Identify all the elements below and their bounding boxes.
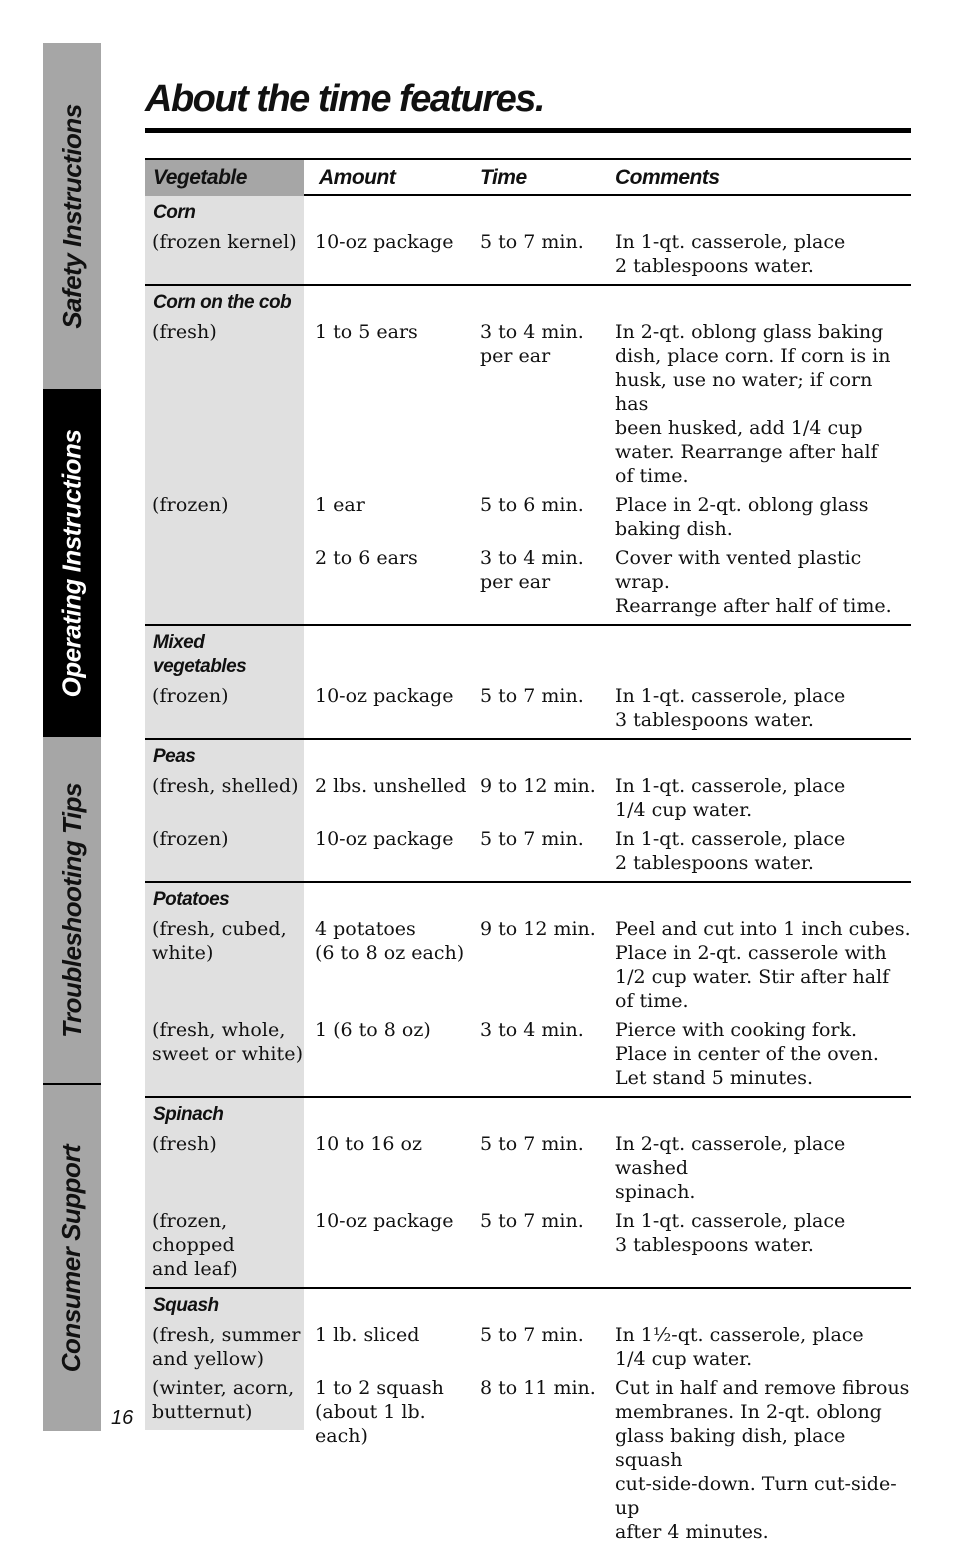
table-row bbox=[145, 774, 911, 822]
vegetable-group bbox=[145, 286, 911, 626]
vegetable-name: Spinach bbox=[153, 1104, 224, 1125]
table-row bbox=[145, 684, 911, 732]
vegetable-form: (fresh, shelled) bbox=[152, 775, 299, 797]
comments-cell: Peel and cut into 1 inch cubes. Place in 2-qt. casserole with 1/2 cup water. Stir after half of time. bbox=[615, 918, 911, 1012]
vegetable-form: (fresh, whole, sweet or white) bbox=[152, 1019, 304, 1065]
vegetable-form: (fresh) bbox=[152, 1133, 217, 1155]
time-cell: 9 to 12 min. bbox=[480, 775, 596, 797]
tab-troubleshooting-tips[interactable] bbox=[43, 737, 101, 1083]
vegetable-name: Squash bbox=[153, 1295, 219, 1316]
tab-consumer-support[interactable] bbox=[43, 1085, 101, 1431]
time-cell: 5 to 7 min. bbox=[480, 1324, 584, 1346]
vegetable-form: (frozen) bbox=[152, 494, 229, 516]
vegetable-group bbox=[145, 883, 911, 1098]
header-time: Time bbox=[480, 166, 527, 189]
page-number: 16 bbox=[111, 1407, 134, 1429]
vegetable-form: (fresh, summer and yellow) bbox=[152, 1324, 301, 1370]
amount-cell: 1 to 2 squash (about 1 lb. each) bbox=[315, 1377, 444, 1447]
table-row bbox=[145, 320, 911, 488]
vegetable-form bbox=[145, 546, 304, 618]
vegetable-group bbox=[145, 1098, 911, 1289]
tab-label: Operating Instructions bbox=[56, 429, 87, 697]
table-row bbox=[145, 493, 911, 541]
comments-cell: Cover with vented plastic wrap. Rearrange after half of time. bbox=[615, 547, 892, 617]
time-cell: 5 to 7 min. bbox=[480, 1133, 584, 1155]
time-cell: 5 to 7 min. bbox=[480, 685, 584, 707]
tab-label: Consumer Support bbox=[56, 1144, 87, 1372]
header-comments: Comments bbox=[615, 166, 720, 189]
vegetable-form: (fresh) bbox=[152, 321, 217, 343]
vegetable-group bbox=[145, 196, 911, 286]
vegetable-form: (winter, acorn, butternut) bbox=[152, 1377, 295, 1423]
amount-cell: 10-oz package bbox=[315, 231, 454, 253]
vegetable-name: Corn bbox=[153, 202, 196, 223]
comments-cell: Cut in half and remove fibrous membranes. In 2-qt. oblong glass baking dish, place squash cut-side-down. Turn cut-side-up after 4 minutes. bbox=[615, 1377, 910, 1543]
tab-label: Troubleshooting Tips bbox=[56, 782, 87, 1038]
table-row bbox=[145, 1132, 911, 1204]
title-rule bbox=[145, 128, 911, 133]
time-cell: 5 to 7 min. bbox=[480, 1210, 584, 1232]
time-cell: 5 to 7 min. bbox=[480, 828, 584, 850]
comments-cell: In 1-qt. casserole, place 2 tablespoons water. bbox=[615, 231, 846, 277]
amount-cell: 2 lbs. unshelled bbox=[315, 775, 467, 797]
amount-cell: 1 lb. sliced bbox=[315, 1324, 420, 1346]
cooking-time-table bbox=[145, 158, 911, 1550]
comments-cell: Place in 2-qt. oblong glass baking dish. bbox=[615, 494, 869, 540]
table-row bbox=[145, 546, 911, 618]
vegetable-group bbox=[145, 1289, 911, 1550]
vegetable-name: Potatoes bbox=[153, 889, 230, 910]
table-row bbox=[145, 1376, 911, 1544]
section-tabs bbox=[43, 43, 101, 1431]
comments-cell: Pierce with cooking fork. Place in center of the oven. Let stand 5 minutes. bbox=[615, 1019, 879, 1089]
comments-cell: In 1-qt. casserole, place 2 tablespoons water. bbox=[615, 828, 846, 874]
vegetable-group bbox=[145, 740, 911, 883]
amount-cell: 10-oz package bbox=[315, 1210, 454, 1232]
vegetable-form: (frozen kernel) bbox=[152, 231, 297, 253]
vegetable-name: Peas bbox=[153, 746, 196, 767]
time-cell: 3 to 4 min. bbox=[480, 1019, 584, 1041]
comments-cell: In 1-qt. casserole, place 3 tablespoons water. bbox=[615, 685, 846, 731]
header-amount: Amount bbox=[319, 166, 396, 189]
amount-cell: 10-oz package bbox=[315, 828, 454, 850]
comments-cell: In 2-qt. oblong glass baking dish, place corn. If corn is in husk, use no water; if corn has been husked, add 1/4 cup water. Rearrange after half of time. bbox=[615, 321, 891, 487]
tab-operating-instructions[interactable] bbox=[43, 389, 101, 737]
table-row bbox=[145, 917, 911, 1013]
tab-safety-instructions[interactable] bbox=[43, 43, 101, 389]
comments-cell: In 1-qt. casserole, place 1/4 cup water. bbox=[615, 775, 846, 821]
time-cell: 5 to 6 min. bbox=[480, 494, 584, 516]
amount-cell: 1 ear bbox=[315, 494, 365, 516]
page-title: About the time features. bbox=[145, 78, 544, 120]
vegetable-name: Mixed vegetables bbox=[153, 632, 247, 677]
table-row bbox=[145, 230, 911, 278]
time-cell: 5 to 7 min. bbox=[480, 231, 584, 253]
amount-cell: 2 to 6 ears bbox=[315, 547, 418, 569]
vegetable-form: (frozen) bbox=[152, 685, 229, 707]
table-row bbox=[145, 1323, 911, 1371]
time-cell: 3 to 4 min. per ear bbox=[480, 547, 584, 593]
comments-cell: In 1½-qt. casserole, place 1/4 cup water. bbox=[615, 1324, 864, 1370]
vegetable-group bbox=[145, 626, 911, 740]
comments-cell: In 2-qt. casserole, place washed spinach. bbox=[615, 1133, 846, 1203]
table-header bbox=[145, 158, 911, 196]
time-cell: 8 to 11 min. bbox=[480, 1377, 596, 1399]
amount-cell: 1 to 5 ears bbox=[315, 321, 418, 343]
table-body bbox=[145, 196, 911, 1550]
vegetable-form: (frozen, chopped and leaf) bbox=[152, 1210, 238, 1280]
amount-cell: 10-oz package bbox=[315, 685, 454, 707]
tab-label: Safety Instructions bbox=[56, 103, 87, 329]
table-row bbox=[145, 827, 911, 875]
comments-cell: In 1-qt. casserole, place 3 tablespoons water. bbox=[615, 1210, 846, 1256]
time-cell: 3 to 4 min. per ear bbox=[480, 321, 584, 367]
table-row bbox=[145, 1018, 911, 1090]
amount-cell: 10 to 16 oz bbox=[315, 1133, 422, 1155]
vegetable-name: Corn on the cob bbox=[153, 292, 292, 313]
header-vegetable: Vegetable bbox=[145, 160, 304, 196]
amount-cell: 1 (6 to 8 oz) bbox=[315, 1019, 431, 1041]
table-row bbox=[145, 1209, 911, 1281]
vegetable-form: (fresh, cubed, white) bbox=[152, 918, 287, 964]
time-cell: 9 to 12 min. bbox=[480, 918, 596, 940]
vegetable-form: (frozen) bbox=[152, 828, 229, 850]
amount-cell: 4 potatoes (6 to 8 oz each) bbox=[315, 918, 465, 964]
